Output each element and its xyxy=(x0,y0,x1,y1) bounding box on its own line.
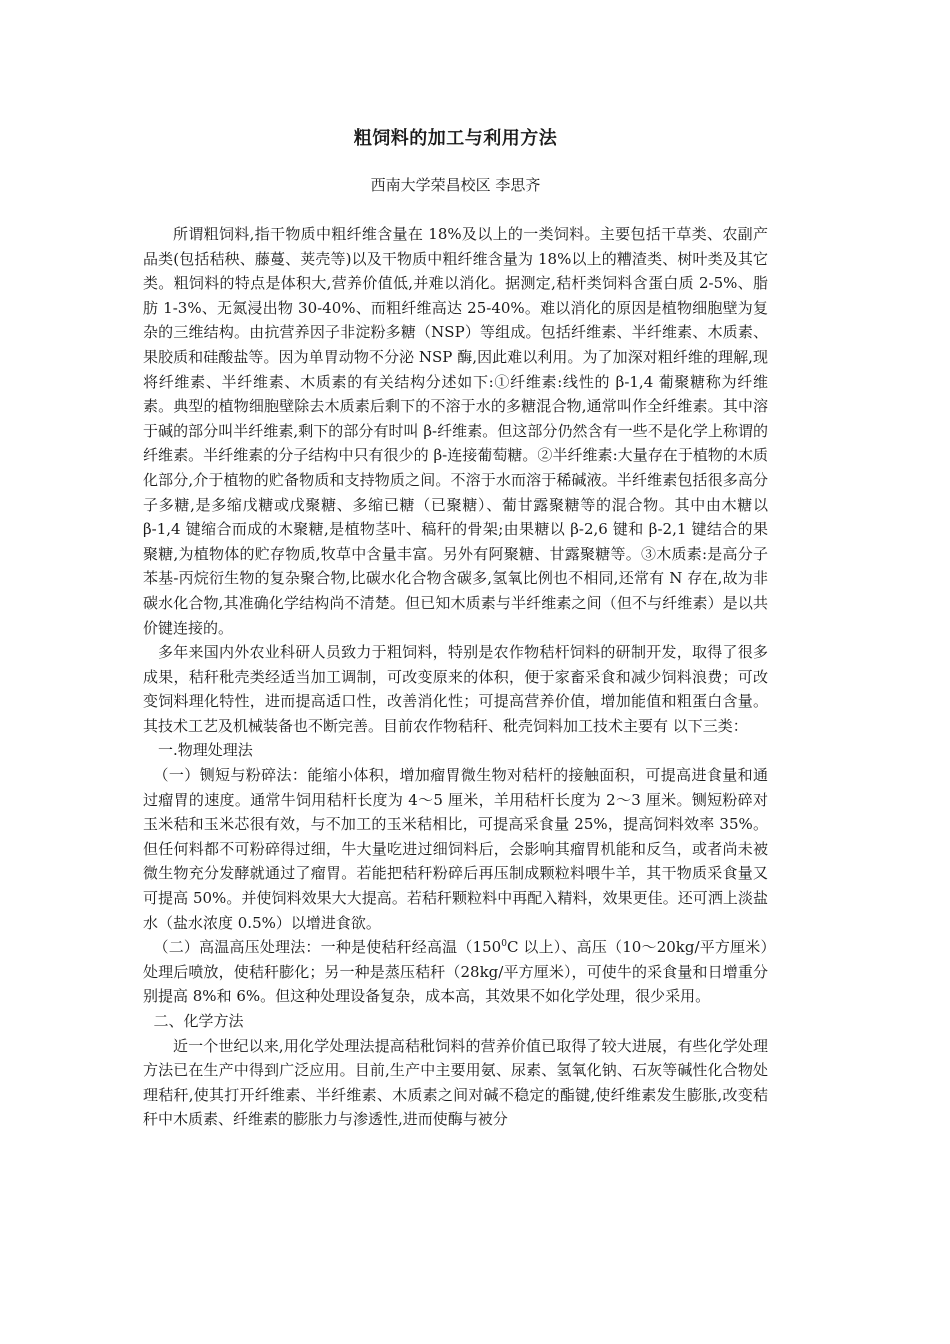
document-page xyxy=(143,0,768,1344)
paragraph-intro: 所谓粗饲料,指干物质中粗纤维含量在 18%及以上的一类饲料。主要包括干草类、农副产品类(包括秸秧、藤蔓、荚壳等)以及干物质中粗纤维含量为 18%以上的糟渣类、树叶类及其它类。粗饲料的特点是体积大,营养价值低,并难以消化。据测定,秸杆类饲料含蛋白质 2-5%、脂肪 1-3%、无氮浸出物 30-40%、而粗纤维高达 25-40%。难以消化的原因是植物细胞壁为复杂的三维结构。由抗营养因子非淀粉多糖（NSP）等组成。包括纤维素、半纤维素、木质素、果胶质和硅酸盐等。因为单胃动物不分泌 NSP 酶,因此难以利用。为了加深对粗纤维的理解,现将纤维素、半纤维素、木质素的有关结构分述如下:①纤维素:线性的 β-1,4 葡聚糖称为纤维素。典型的植物细胞壁除去木质素后剩下的不溶于水的多糖混合物,通常叫作全纤维素。其中溶于碱的部分叫半纤维素,剩下的部分有时叫 β-纤维素。但这部分仍然含有一些不是化学上称谓的纤维素。半纤维素的分子结构中只有很少的 β-连接葡萄糖。②半纤维素:大量存在于植物的木质化部分,介于植物的贮备物质和支持物质之间。不溶于水而溶于稀碱液。半纤维素包括很多高分子多糖,是多缩戊糖或戊聚糖、多缩已糖（已聚糖）、葡甘露聚糖等的混合物。其中由木糖以 β-1,4 键缩合而成的木聚糖,是植物茎叶、稿秆的骨架;由果糖以 β-2,6 键和 β-2,1 键结合的果聚糖,为植物体的贮存物质,牧草中含量丰富。另外有阿聚糖、甘露聚糖等。③木质素:是高分子苯基-丙烷衍生物的复杂聚合物,比碳水化合物含碳多,氢氧比例也不相同,还常有 N 存在,故为非碳水化合物,其准确化学结构尚不清楚。但已知木质素与半纤维素之间（但不与纤维素）是以共价键连接的。 xyxy=(143,225,768,637)
document-title: 粗饲料的加工与利用方法 xyxy=(353,128,558,149)
section-heading-chemical: 二、化学方法 xyxy=(153,1012,244,1030)
paragraph-high-temp-part-a: （二）高温高压处理法：一种是使秸秆经高温（150 xyxy=(153,938,502,957)
section-heading-physical: 一.物理处理法 xyxy=(158,741,253,760)
paragraph-chemical-intro: 近一个世纪以来,用化学处理法提高秸秕饲料的营养价值已取得了较大进展，有些化学处理方法已在生产中得到广泛应用。目前,生产中主要用氨、尿素、氢氧化钠、石灰等碱性化合物处理秸秆,使其打开纤维素、半纤维素、木质素之间对碱不稳定的酯键,使纤维素发生膨胀,改变秸秆中木质素、纤维素的膨胀力与渗透性,进而使酶与被分 xyxy=(143,1036,768,1129)
document-body xyxy=(143,222,768,1132)
author-byline: 西南大学荣昌校区 李思齐 xyxy=(370,176,541,194)
paragraph-high-temp-part-b: C 以上）、高压（10～20kg/平方厘米）处理后喷放，使秸秆膨化；另一种是蒸压秸秆（28kg/平方厘米），可使牛的采食量和日增重分别提高 8%和 6%。但这种处理设备复杂，成本高，其效果不如化学处理，很少采用。 xyxy=(143,938,769,1006)
paragraph-high-temp-pressure xyxy=(143,935,768,1009)
degree-superscript: 0 xyxy=(501,939,507,950)
paragraph-overview: 多年来国内外农业科研人员致力于粗饲料，特别是农作物秸杆饲料的研制开发，取得了很多成果，秸秆秕壳类经适当加工调制，可改变原来的体积，便于家畜采食和减少饲料浪费；可改变饲料理化特性，进而提高适口性，改善消化性；可提高营养价值，增加能值和粗蛋白含量。其技术工艺及机械装备也不断完善。目前农作物秸秆、秕壳饲料加工技术主要有 以下三类： xyxy=(143,643,768,735)
paragraph-chopping: （一）铡短与粉碎法：能缩小体积，增加瘤胃微生物对秸杆的接触面积，可提高进食量和通过瘤胃的速度。通常牛饲用秸杆长度为 4～5 厘米，羊用秸杆长度为 2～3 厘米。铡短粉碎对玉米秸和玉米芯很有效，与不加工的玉米秸相比，可提高采食量 25%，提高饲料效率 35%。但任何料都不可粉碎得过细，牛大量吃进过细饲料后，会影响其瘤胃机能和反刍，或者尚未被微生物充分发酵就通过了瘤胃。若能把秸秆粉碎后再压制成颗粒料喂牛羊，其干物质采食量又可提高 50%。并使饲料效果大大提高。若秸秆颗粒料中再配入精料，效果更佳。还可洒上淡盐水（盐水浓度 0.5%）以增进食欲。 xyxy=(143,766,768,932)
